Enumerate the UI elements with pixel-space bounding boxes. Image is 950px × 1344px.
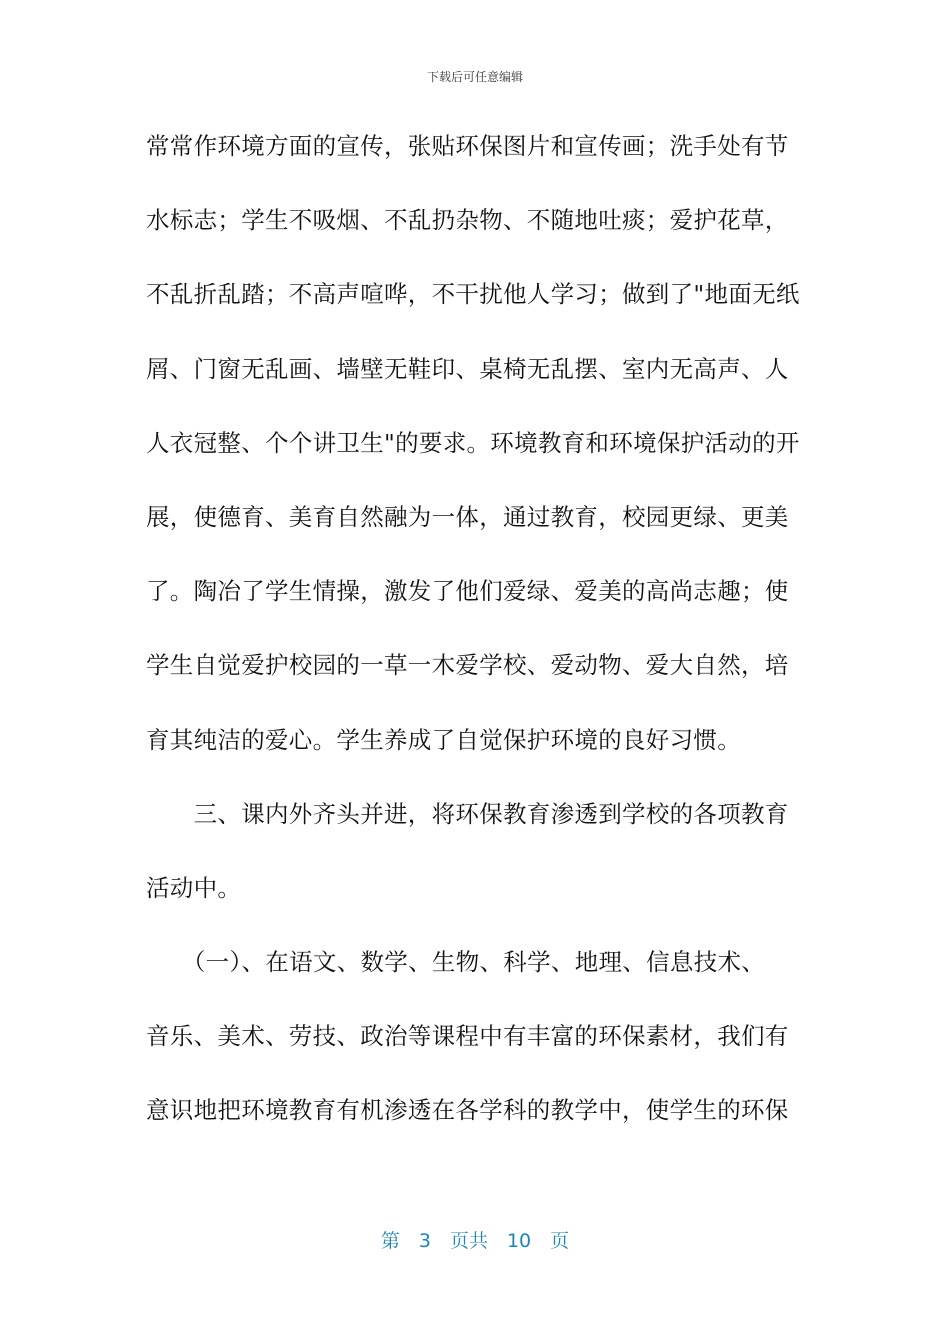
text-line: 人衣冠整、个个讲卫生"的要求。环境教育和环境保护活动的开 [146, 428, 800, 457]
section-heading-line: 活动中。 [146, 873, 242, 902]
text-line: 水标志；学生不吸烟、不乱扔杂物、不随地吐痰；爱护花草， [146, 206, 789, 235]
text-line: 意识地把环境教育有机渗透在各学科的教学中，使学生的环保 [146, 1096, 789, 1125]
text-line: 音乐、美术、劳技、政治等课程中有丰富的环保素材，我们有 [146, 1022, 789, 1051]
document-body [146, 126, 806, 1165]
text-line: 常常作环境方面的宣传，张贴环保图片和宣传画；洗手处有节 [146, 132, 789, 160]
text-line: 展，使德育、美育自然融为一体，通过教育，校园更绿、更美 [146, 502, 789, 531]
text-line: 育其纯洁的爱心。学生养成了自觉保护环境的良好习惯。 [146, 725, 741, 754]
text-line: 学生自觉爱护校园的一草一木爱学校、爱动物、爱大自然，培 [146, 651, 789, 680]
page-header: 下载后可任意编辑 [426, 70, 523, 84]
text-line: 屑、门窗无乱画、墙壁无鞋印、桌椅无乱摆、室内无高声、人 [146, 354, 789, 383]
section-heading-line: 三、课内外齐头并进，将环保教育渗透到学校的各项教育 [146, 799, 789, 828]
page-number-footer: 第 3 页共 10 页 [380, 1230, 570, 1252]
text-line: 了。陶冶了学生情操，激发了他们爱绿、爱美的高尚志趣；使 [146, 577, 789, 606]
text-line: 不乱折乱踏；不高声喧哗，不干扰他人学习；做到了"地面无纸 [146, 280, 800, 309]
subsection-line: （一）、在语文、数学、生物、科学、地理、信息技术、 [146, 948, 766, 977]
